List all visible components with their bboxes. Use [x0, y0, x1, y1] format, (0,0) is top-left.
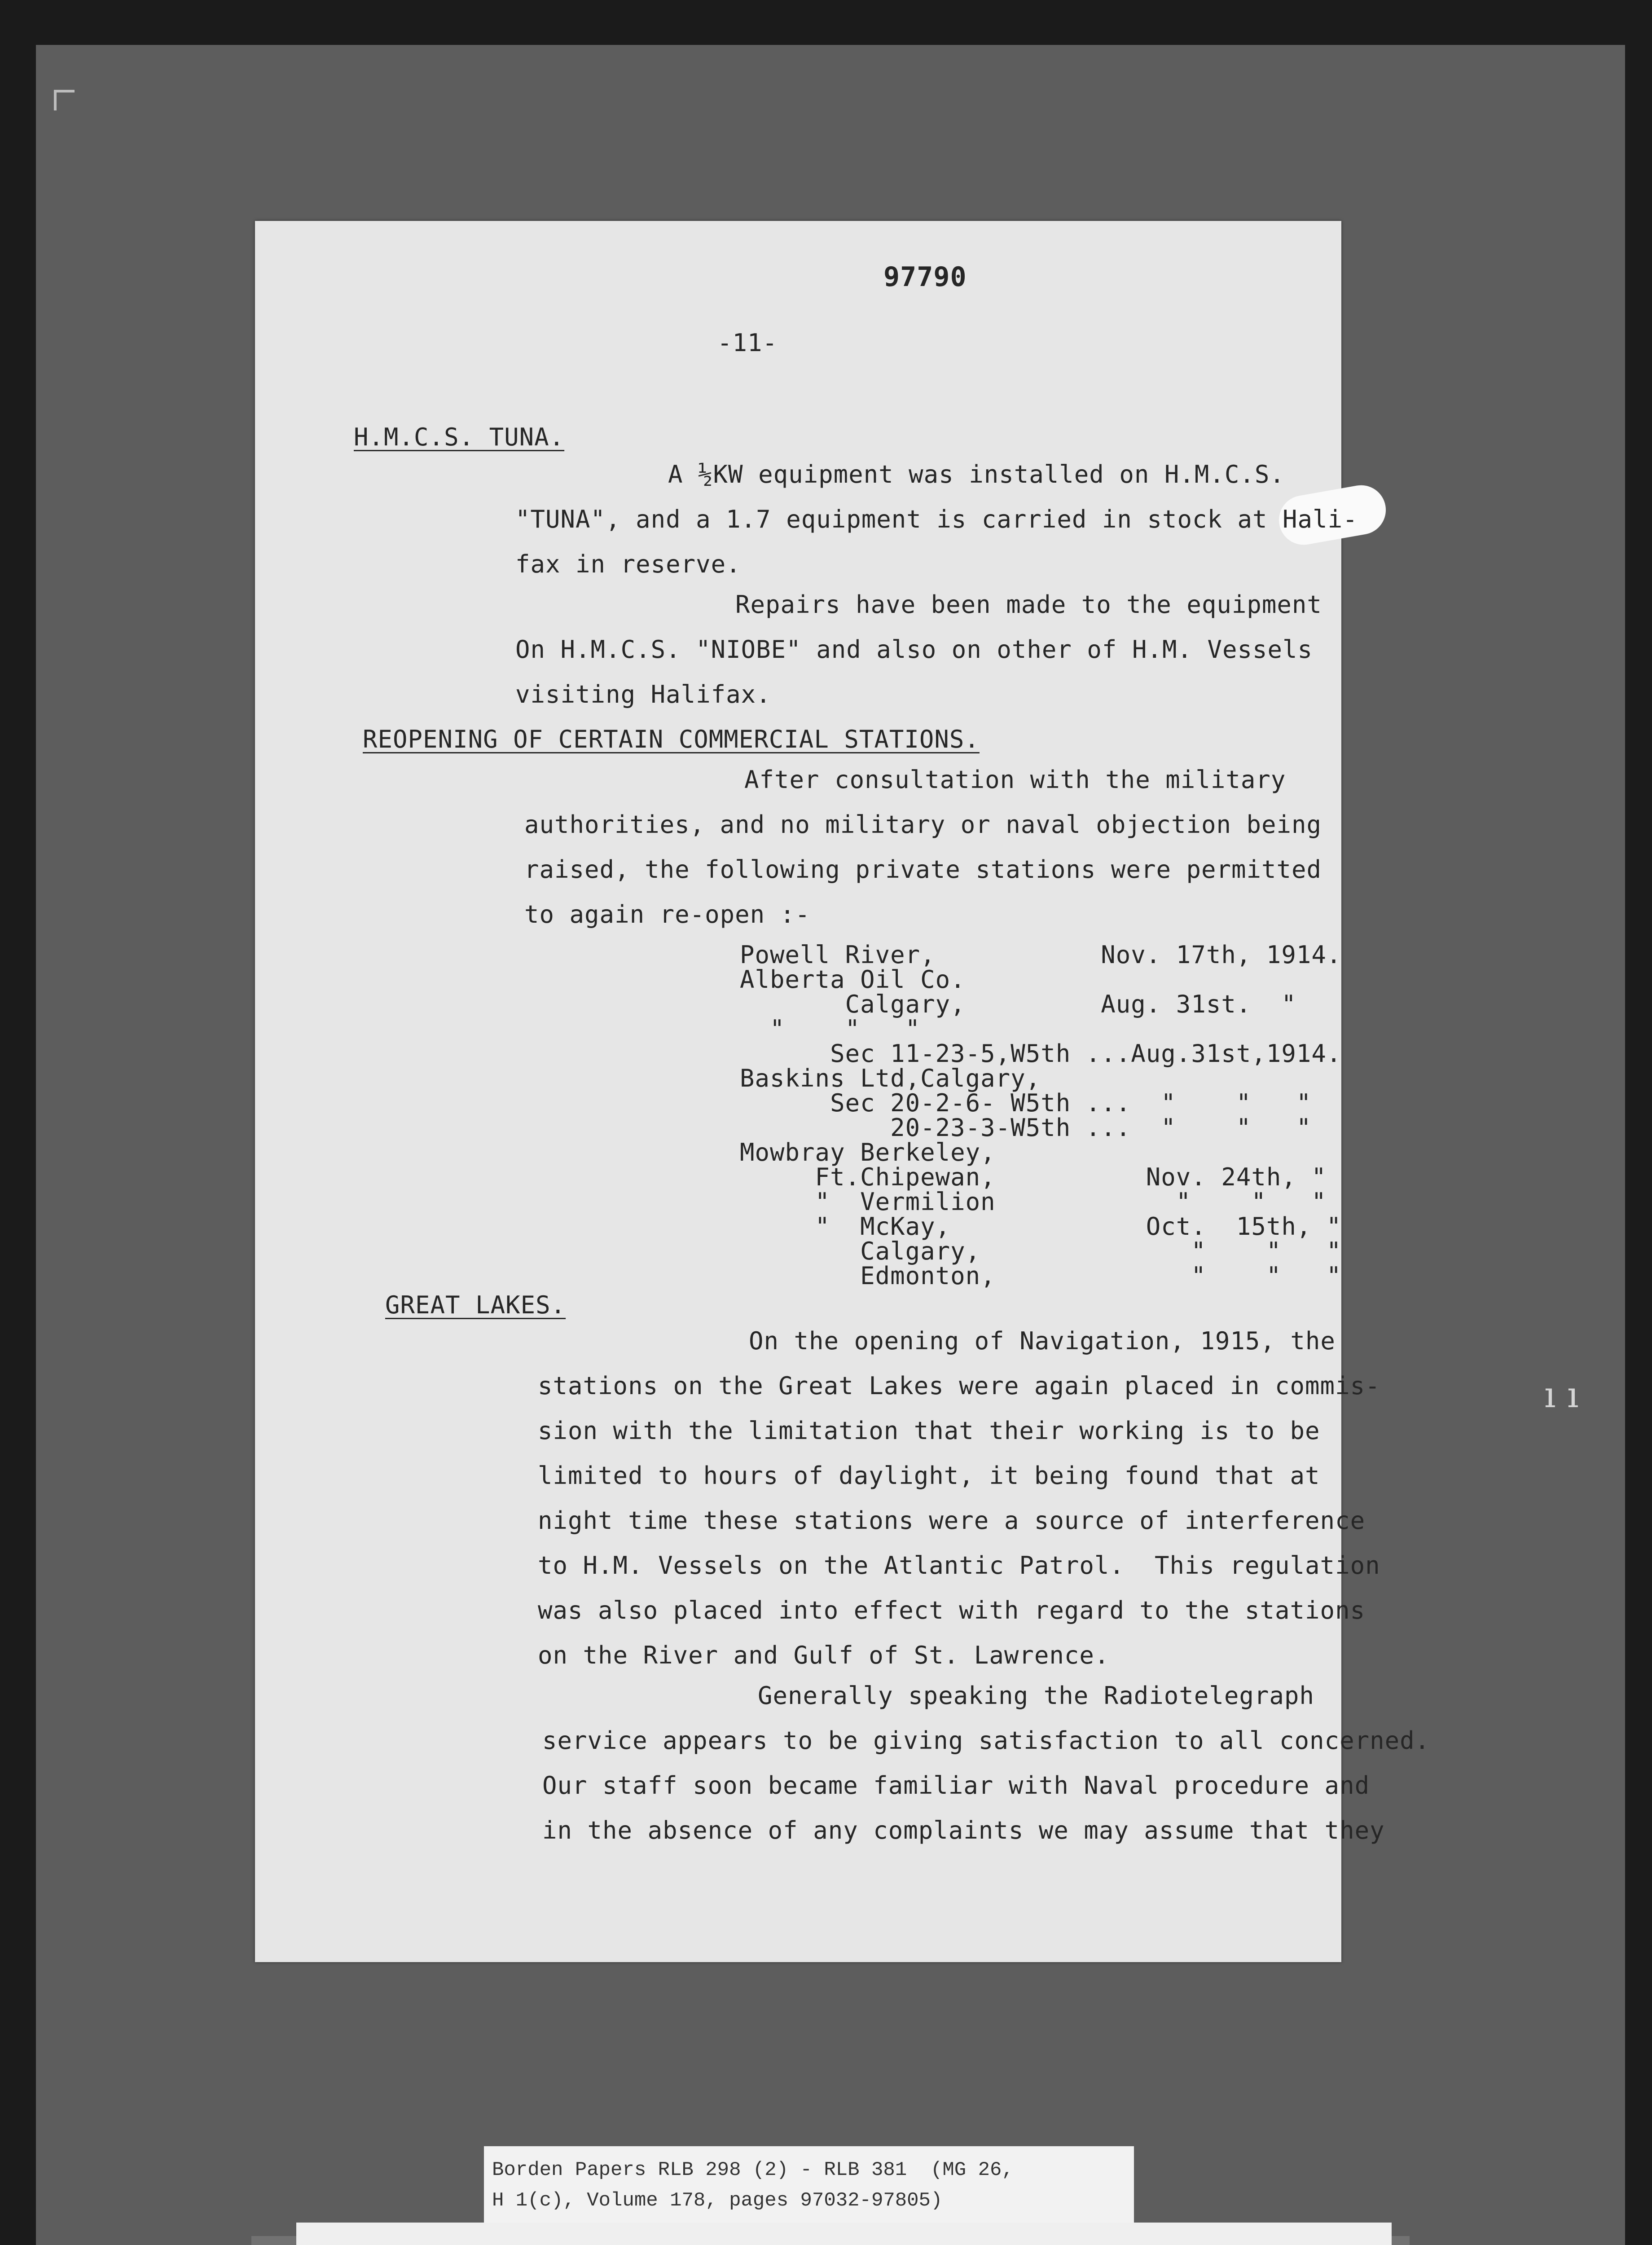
great-lakes-line-7: was also placed into effect with regard to the stations [538, 1596, 1366, 1624]
great-lakes-line-1: On the opening of Navigation, 1915, the [749, 1327, 1336, 1355]
tuna-line-5: On H.M.C.S. "NIOBE" and also on other of H.M. Vessels [515, 635, 1313, 664]
station-line-10: Ft.Chipewan, Nov. 24th, " [740, 1163, 1327, 1191]
station-line-9: Mowbray Berkeley, [740, 1138, 996, 1167]
reopening-line-2: authorities, and no military or naval objection being [524, 810, 1322, 839]
corner-registration-mark [54, 90, 75, 110]
station-line-11: " Vermilion " " " [740, 1188, 1327, 1216]
margin-tick-mark: ı ı [1544, 1374, 1579, 1416]
reopening-line-1: After consultation with the military [744, 766, 1286, 794]
stamp-number: 97790 [883, 261, 967, 293]
station-line-14: Edmonton, " " " [740, 1262, 1342, 1290]
station-line-12: " McKay, Oct. 15th, " [740, 1212, 1342, 1241]
great-lakes-line-6: to H.M. Vessels on the Atlantic Patrol. This regulation [538, 1551, 1380, 1580]
station-line-6: Baskins Ltd,Calgary, [740, 1064, 1041, 1092]
station-line-2: Alberta Oil Co. [740, 965, 966, 994]
reference-line-2: H 1(c), Volume 178, pages 97032-97805) [492, 2189, 943, 2212]
heading-great-lakes: GREAT LAKES. [385, 1291, 566, 1319]
station-line-7: Sec 20-2-6- W5th ... " " " [740, 1089, 1312, 1117]
station-line-5: Sec 11-23-5,W5th ...Aug.31st,1914. [740, 1039, 1342, 1068]
great-lakes-line-9: Generally speaking the Radiotelegraph [758, 1682, 1314, 1710]
tuna-line-3: fax in reserve. [515, 550, 741, 578]
station-line-1: Powell River, Nov. 17th, 1914. [740, 941, 1342, 969]
public-archives-card [296, 2223, 1392, 2245]
great-lakes-line-4: limited to hours of daylight, it being found that at [538, 1461, 1320, 1490]
station-line-3: Calgary, Aug. 31st. " [740, 990, 1296, 1018]
great-lakes-line-3: sion with the limitation that their working is to be [538, 1417, 1320, 1445]
great-lakes-line-5: night time these stations were a source of interference [538, 1506, 1366, 1535]
great-lakes-line-2: stations on the Great Lakes were again placed in commis- [538, 1372, 1380, 1400]
station-line-13: Calgary, " " " [740, 1237, 1342, 1265]
reopening-line-4: to again re-open :- [524, 900, 810, 929]
tuna-line-2: "TUNA", and a 1.7 equipment is carried in stock at Hali- [515, 505, 1358, 533]
great-lakes-line-11: Our staff soon became familiar with Naval procedure and [542, 1771, 1370, 1800]
tuna-line-6: visiting Halifax. [515, 680, 771, 709]
reference-line-1: Borden Papers RLB 298 (2) - RLB 381 (MG 26, [492, 2159, 1014, 2181]
tuna-line-4: Repairs have been made to the equipment [735, 590, 1322, 619]
reopening-line-3: raised, the following private stations were permitted [524, 855, 1322, 884]
great-lakes-line-12: in the absence of any complaints we may assume that they [542, 1816, 1385, 1844]
typed-document-page [255, 221, 1430, 1962]
tuna-line-1: A ½KW equipment was installed on H.M.C.S. [668, 460, 1285, 489]
heading-reopening-stations: REOPENING OF CERTAIN COMMERCIAL STATIONS. [363, 725, 980, 753]
heading-hmcs-tuna: H.M.C.S. TUNA. [354, 423, 565, 451]
page-number: -11- [717, 329, 778, 357]
great-lakes-line-10: service appears to be giving satisfaction to all concerned. [542, 1726, 1430, 1755]
reference-label [484, 2146, 1134, 2227]
great-lakes-line-8: on the River and Gulf of St. Lawrence. [538, 1641, 1110, 1669]
station-line-8: 20-23-3-W5th ... " " " [740, 1114, 1312, 1142]
station-line-4: " " " [740, 1015, 921, 1043]
